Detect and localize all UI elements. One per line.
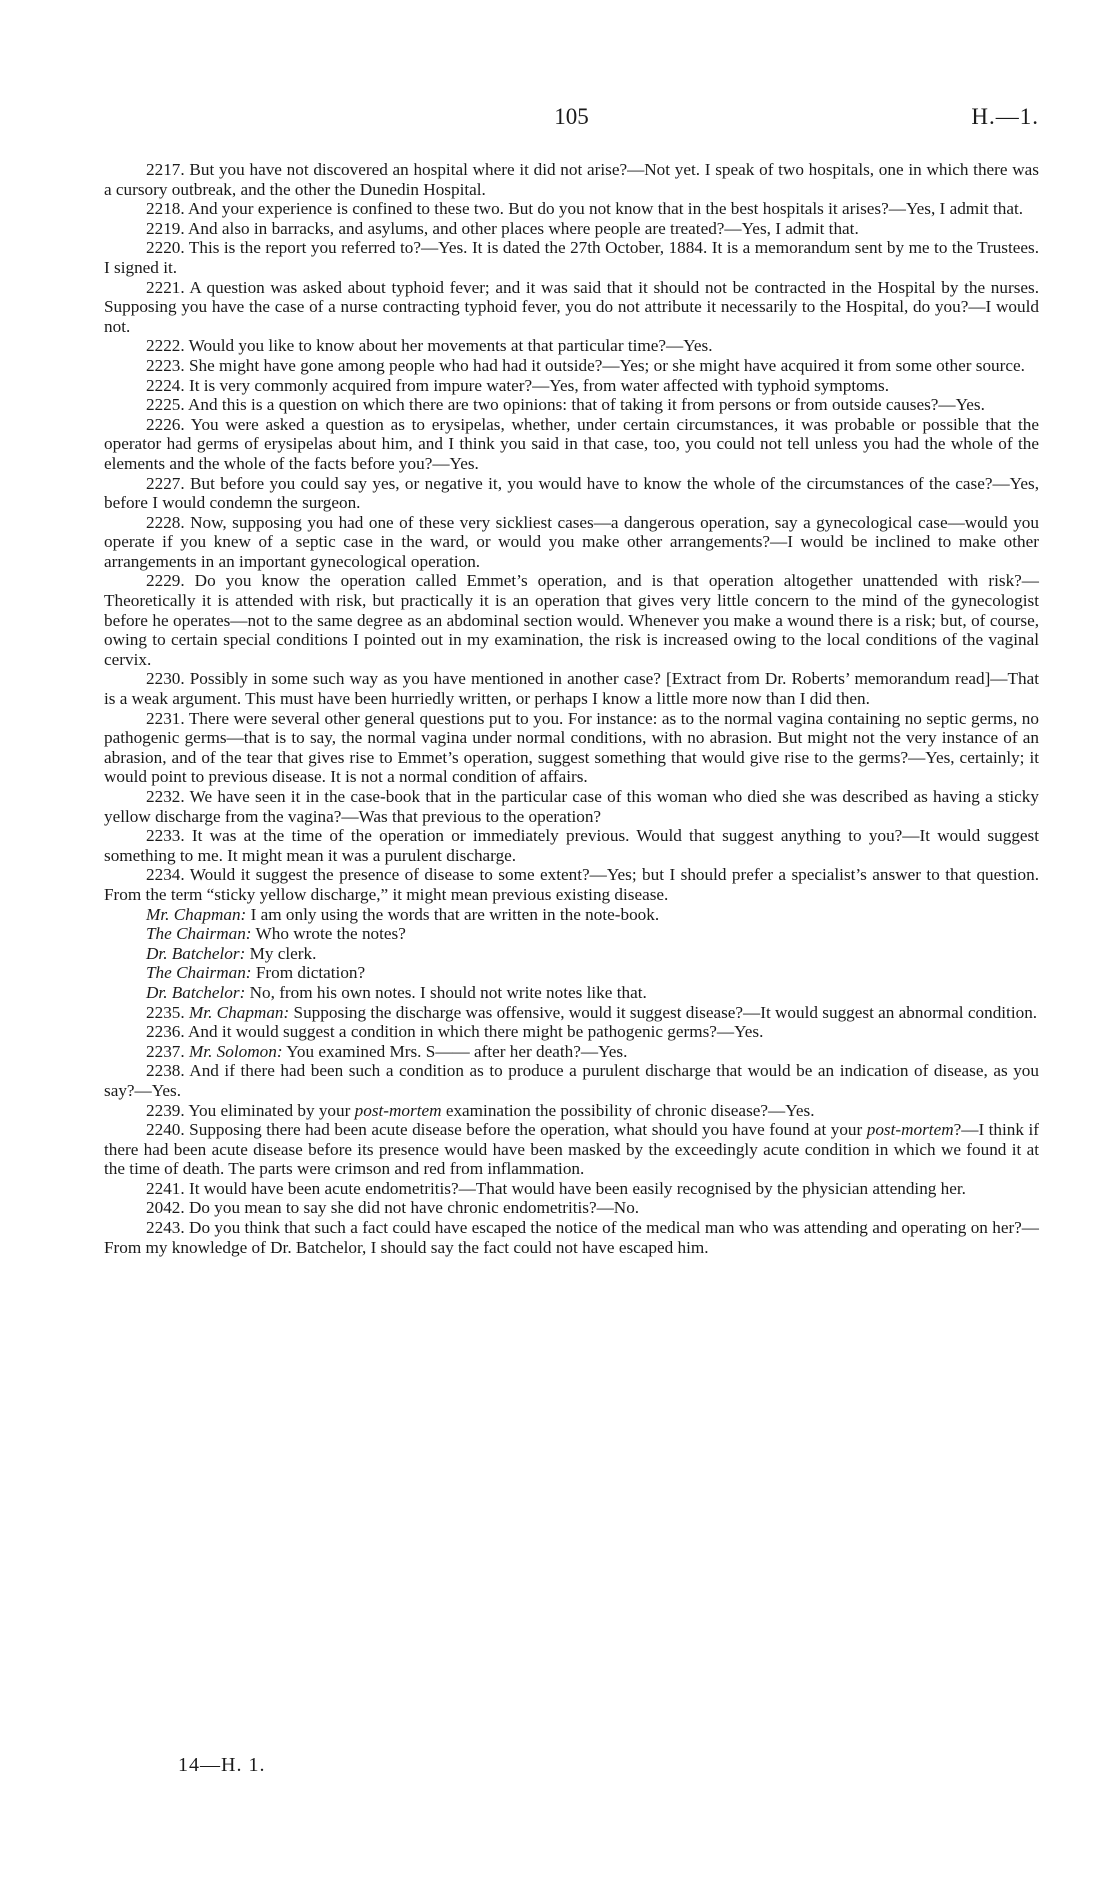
text-segment: Supposing the discharge was offensive, would it suggest disease?—It would suggest an abnormal condition. — [289, 1002, 1038, 1022]
evidence-paragraph — [104, 1022, 1039, 1042]
text-segment: 2230. Possibly in some such way as you have mentioned in another case? [Extract from Dr. Roberts’ memorandum read]—That is a weak argument. This must have been hurriedly written, or perhaps I know a little more now than I did then. — [104, 669, 1039, 709]
text-segment: 2234. Would it suggest the presence of disease to some extent?—Yes; but I should prefer a specialist’s answer to that question. From the term “sticky yellow discharge,” it might mean previous existing disease. — [104, 865, 1039, 904]
text-segment: ?—I think if there had been acute disease before its presence would have been masked by the exceedingly acute condition in which we found it at the time of death. The parts were crimson and red from inflammation. — [104, 1120, 1039, 1179]
text-segment: 2231. There were several other general questions put to you. For instance: as to the normal vagina containing no septic germs, no pathogenic germs—that is to say, the normal vagina under normal conditions, with no abrasion. But might not the very instance of an abrasion, and of the tear that gives rise to Emmet’s operation, suggest something that would give rise to the germs?—Yes, certainly; it would point to previous disease. It is not a normal condition of affairs. — [104, 708, 1039, 787]
evidence-paragraph — [104, 963, 1039, 983]
text-segment: 2224. It is very commonly acquired from impure water?—Yes, from water affected with typhoid symptoms. — [146, 375, 890, 395]
evidence-paragraph — [104, 1179, 1039, 1199]
evidence-paragraph — [104, 376, 1039, 396]
page-number: 105 — [554, 104, 589, 129]
italic-text: Mr. Chapman: — [146, 904, 247, 924]
text-segment: 2042. Do you mean to say she did not have chronic endometritis?—No. — [146, 1198, 640, 1218]
text-segment: 2220. This is the report you referred to?—Yes. It is dated the 27th October, 1884. It is a memorandum sent by me to the Trustees. I signed it. — [104, 238, 1039, 277]
minutes-of-evidence — [104, 160, 1039, 1257]
evidence-paragraph — [104, 219, 1039, 239]
printer-signature: 14—H. 1. — [178, 1754, 266, 1776]
evidence-paragraph — [104, 238, 1039, 277]
evidence-paragraph — [104, 1120, 1039, 1179]
text-segment: My clerk. — [245, 943, 317, 963]
evidence-paragraph — [104, 1003, 1039, 1023]
text-segment: 2241. It would have been acute endometritis?—That would have been easily recognised by the physician attending her. — [146, 1178, 966, 1198]
text-segment: 2222. Would you like to know about her movements at that particular time?—Yes. — [146, 336, 713, 356]
text-segment: 2217. But you have not discovered an hospital where it did not arise?—Not yet. I speak of two hospitals, one in which there was a cursory outbreak, and the other the Dunedin Hospital. — [104, 160, 1039, 199]
text-segment: 2218. And your experience is confined to these two. But do you not know that in the best hospitals it arises?—Yes, I admit that. — [146, 199, 1024, 219]
text-segment: 2228. Now, supposing you had one of these very sickliest cases—a dangerous operation, say a gynecological case—would you operate if you knew of a septic case in the ward, or would you make other arrangements?—I would be inclined to make other arrangements in an important gynecological operation. — [104, 512, 1039, 571]
italic-text: Dr. Batchelor: — [146, 943, 246, 963]
evidence-paragraph — [104, 865, 1039, 904]
evidence-paragraph — [104, 669, 1039, 708]
evidence-paragraph — [104, 1218, 1039, 1257]
italic-text: Dr. Batchelor: — [146, 982, 246, 1002]
evidence-paragraph — [104, 1042, 1039, 1062]
text-segment: No, from his own notes. I should not write notes like that. — [245, 982, 647, 1002]
italic-text: Mr. Chapman: — [188, 1002, 290, 1022]
text-segment: 2239. You eliminated by your — [146, 1100, 355, 1120]
text-segment: 2238. And if there had been such a condition as to produce a purulent discharge that would be an indication of disease, as you say?—Yes. — [104, 1061, 1039, 1100]
text-segment: 2236. And it would suggest a condition in which there might be pathogenic germs?—Yes. — [146, 1022, 764, 1042]
text-segment: examination the possibility of chronic disease?—Yes. — [441, 1100, 815, 1120]
evidence-paragraph — [104, 199, 1039, 219]
evidence-paragraph — [104, 905, 1039, 925]
document-code: H.—1. — [971, 104, 1039, 129]
text-segment: 2233. It was at the time of the operation or immediately previous. Would that suggest anything to you?—It would suggest something to me. It might mean it was a purulent discharge. — [104, 826, 1039, 865]
italic-text: post-mortem — [354, 1100, 442, 1120]
evidence-paragraph — [104, 709, 1039, 787]
text-segment: 2235. — [146, 1002, 189, 1022]
evidence-paragraph — [104, 356, 1039, 376]
text-segment: 2232. We have seen it in the case-book that in the particular case of this woman who died she was described as having a sticky yellow discharge from the vagina?—Was that previous to the operation? — [104, 787, 1039, 826]
evidence-paragraph — [104, 787, 1039, 826]
text-segment: 2229. Do you know the operation called Emmet’s operation, and is that operation altogether unattended with risk?—Theoretically it is attended with risk, but practically it is an operation that gives very little concern to the mind of the gynecologist before he operates—not to the same degree as an abdominal section would. Whenever you make a wound there is a risk; but, of course, owing to certain special conditions I pointed out in my examination, the risk is increased owing to the local conditions of the vaginal cervix. — [104, 571, 1039, 669]
text-segment: 2227. But before you could say yes, or negative it, you would have to know the whole of the circumstances of the case?—Yes, before I would condemn the surgeon. — [104, 473, 1039, 513]
italic-text: The Chairman: — [146, 924, 252, 944]
text-segment: From dictation? — [251, 963, 366, 983]
text-segment: 2240. Supposing there had been acute disease before the operation, what should you have found at your — [146, 1120, 867, 1140]
text-segment: 2237. — [146, 1041, 189, 1061]
evidence-paragraph — [104, 474, 1039, 513]
text-segment: 2221. A question was asked about typhoid fever; and it was said that it should not be contracted in the Hospital by the nurses. Supposing you have the case of a nurse contracting typhoid fever, you do not attribute it necessarily to the Hospital, do you?—I would not. — [104, 277, 1039, 336]
page-header — [104, 104, 1039, 134]
evidence-paragraph — [104, 278, 1039, 337]
text-segment: 2243. Do you think that such a fact could have escaped the notice of the medical man who was attending and operating on her?—From my knowledge of Dr. Batchelor, I should say the fact could not have escaped him. — [104, 1218, 1039, 1257]
evidence-paragraph — [104, 826, 1039, 865]
italic-text: The Chairman: — [146, 963, 252, 983]
text-segment: 2219. And also in barracks, and asylums, and other places where people are treated?—Yes, I admit that. — [146, 218, 859, 238]
evidence-paragraph — [104, 160, 1039, 199]
text-segment: You examined Mrs. S—— after her death?—Yes. — [282, 1041, 628, 1061]
evidence-paragraph — [104, 1198, 1039, 1218]
text-segment: 2225. And this is a question on which there are two opinions: that of taking it from persons or from outside causes?—Yes. — [146, 395, 985, 415]
evidence-paragraph — [104, 924, 1039, 944]
evidence-paragraph — [104, 571, 1039, 669]
text-segment: 2226. You were asked a question as to erysipelas, whether, under certain circumstances, it was probable or possible that the operator had germs of erysipelas about him, and I think you said in that case, too, you could not tell unless you had the whole of the elements and the whole of the facts before you?—Yes. — [104, 414, 1039, 473]
evidence-paragraph — [104, 513, 1039, 572]
evidence-paragraph — [104, 1061, 1039, 1100]
text-segment: I am only using the words that are written in the note-book. — [246, 904, 660, 924]
evidence-paragraph — [104, 983, 1039, 1003]
evidence-paragraph — [104, 415, 1039, 474]
evidence-paragraph — [104, 336, 1039, 356]
evidence-paragraph — [104, 944, 1039, 964]
evidence-paragraph — [104, 1101, 1039, 1121]
evidence-paragraph — [104, 395, 1039, 415]
text-segment: Who wrote the notes? — [251, 924, 406, 944]
text-segment: 2223. She might have gone among people who had had it outside?—Yes; or she might have acquired it from some other source. — [146, 355, 1025, 375]
italic-text: post-mortem — [866, 1120, 954, 1140]
italic-text: Mr. Solomon: — [188, 1041, 283, 1061]
